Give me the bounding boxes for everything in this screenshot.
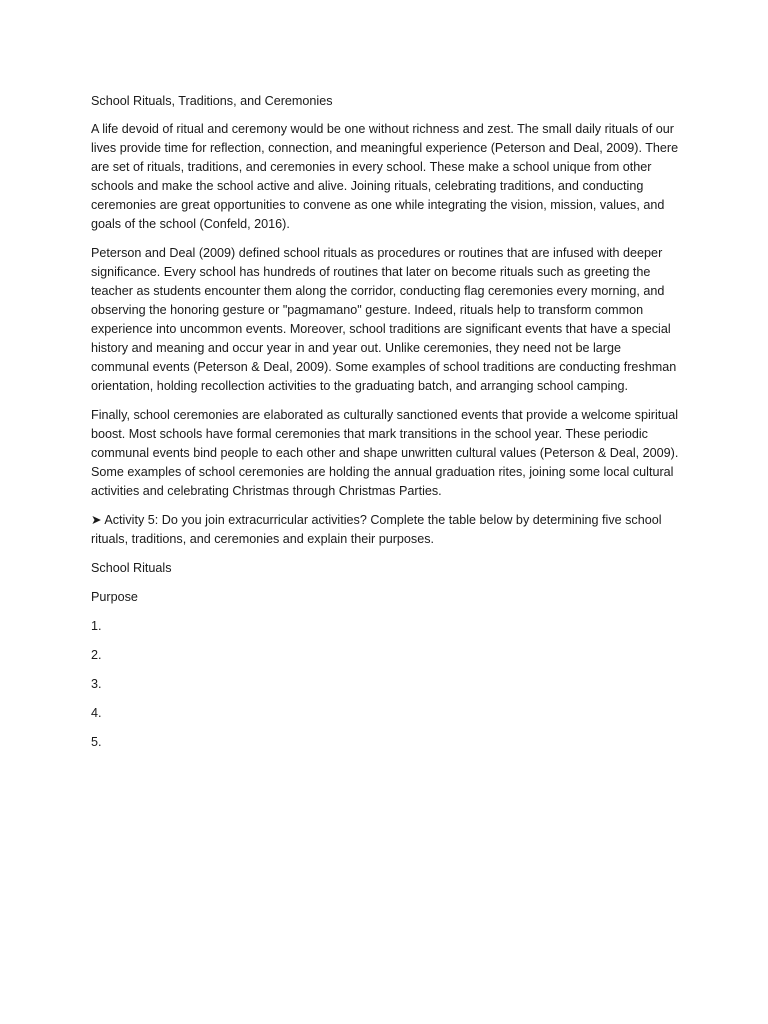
paragraph-rituals-traditions: Peterson and Deal (2009) defined school rituals as procedures or routines that are infused with deeper significance. Every school has hundreds of routines that later on become rituals such as greeting the teacher as students encounter them along the corridor, conducting flag ceremonies every morning, and observing the honoring gesture or "pagmamano" gesture. Indeed, rituals help to transform common experience into uncommon events. Moreover, school traditions are significant events that have a special history and meaning and occur year in and year out. Unlike ceremonies, they need not be large communal events (Peterson & Deal, 2009). Some examples of school traditions are conducting freshman orientation, holding recollection activities to the graduating batch, and arranging school camping.	[91, 246, 677, 393]
table-header-purpose: Purpose	[91, 590, 138, 604]
paragraph-ceremonies: Finally, school ceremonies are elaborated as culturally sanctioned events that provide a welcome spiritual boost. Most schools have formal ceremonies that mark transitions in the school year. These periodic communal events bind people to each other and shape unwritten cultural values (Peterson & Deal, 2009). Some examples of school ceremonies are holding the annual graduation rites, joining some local cultural activities and celebrating Christmas through Christmas Parties.	[91, 408, 679, 498]
document-title: School Rituals, Traditions, and Ceremonies	[91, 94, 333, 108]
list-item: 3.	[91, 677, 102, 691]
list-item: 1.	[91, 619, 102, 633]
list-item: 2.	[91, 648, 102, 662]
document-page	[91, 92, 681, 762]
activity-instruction: ➤ Activity 5: Do you join extracurricular activities? Complete the table below by determining five school rituals, traditions, and ceremonies and explain their purposes.	[91, 513, 662, 546]
list-item: 5.	[91, 735, 102, 749]
paragraph-intro: A life devoid of ritual and ceremony would be one without richness and zest. The small daily rituals of our lives provide time for reflection, connection, and meaningful experience (Peterson and Deal, 2009). There are set of rituals, traditions, and ceremonies in every school. These make a school unique from other schools and make the school active and alive. Joining rituals, celebrating traditions, and conducting ceremonies are great opportunities to convene as one while integrating the vision, mission, values, and goals of the school (Confeld, 2016).	[91, 122, 679, 231]
table-header-school-rituals: School Rituals	[91, 561, 172, 575]
list-item: 4.	[91, 706, 102, 720]
